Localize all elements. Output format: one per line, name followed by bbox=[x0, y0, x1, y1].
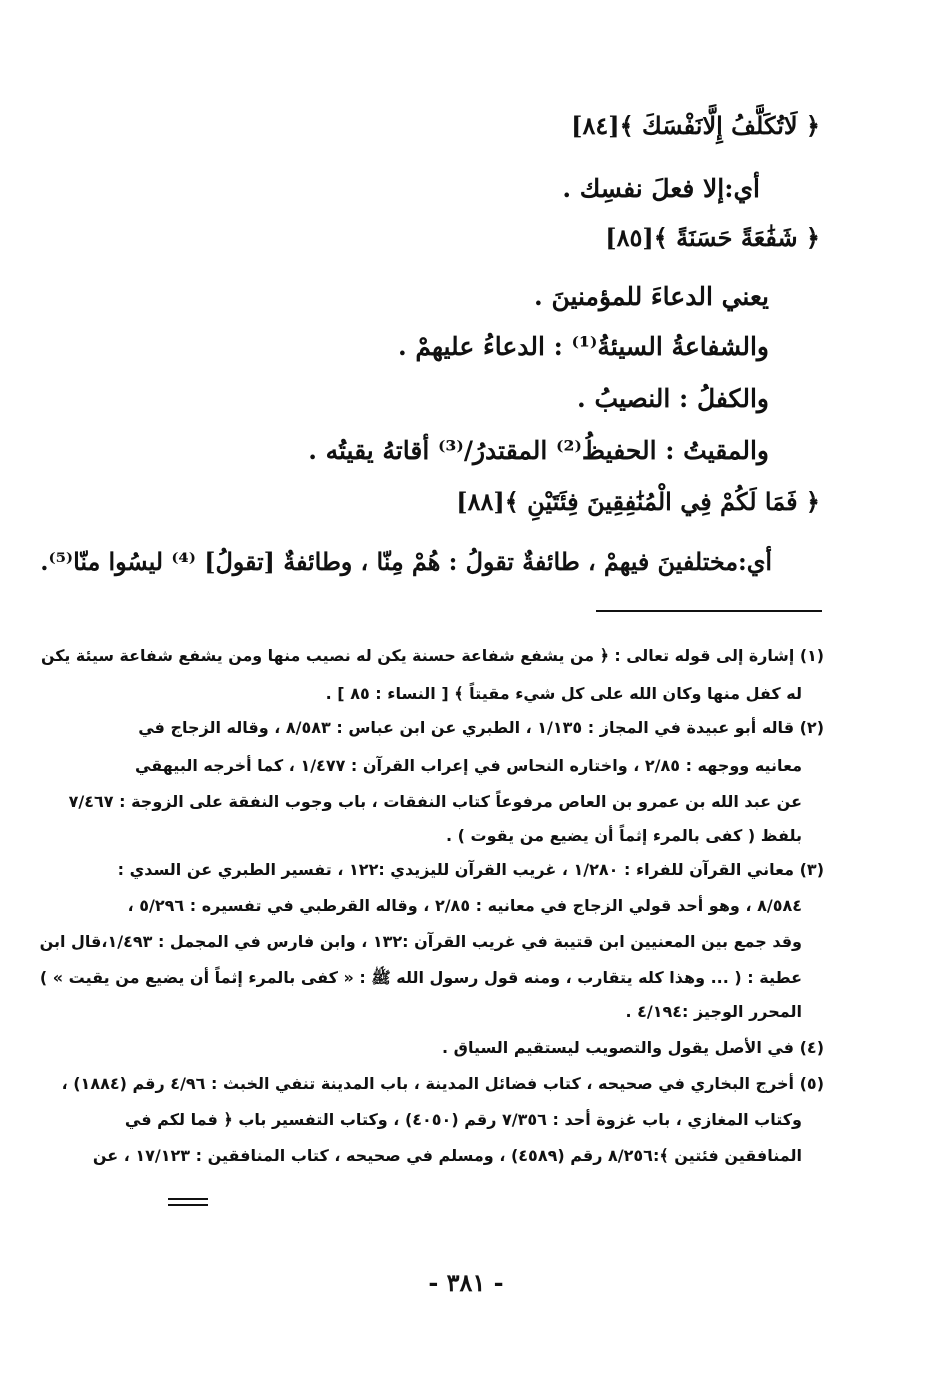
footnote-2-line-1: (٢) قاله أبو عبيدة في المجاز : ١/١٣٥ ، الطبري عن ابن عباس : ٨/٥٨٣ ، وقاله الزجاج في bbox=[138, 718, 824, 737]
footnote-divider bbox=[596, 610, 822, 612]
footnote-4: (٤) في الأصل يقول والتصويب ليستقيم السياق . bbox=[442, 1038, 824, 1057]
explanation-85: يعني الدعاءَ للمؤمنينَ . bbox=[534, 282, 769, 311]
explanation-84: أي:إلا فعلَ نفسِك . bbox=[562, 174, 760, 203]
continuation-mark-bottom bbox=[168, 1204, 208, 1206]
explanation-shafaa: والشفاعةُ السيئةُ⁽¹⁾ : الدعاءُ عليهمْ . bbox=[397, 332, 769, 361]
footnote-3-line-5: المحرر الوجيز :٤/١٩٤ . bbox=[625, 1002, 802, 1021]
verse-88: ﴿ فَمَا لَكُمْ فِي الْمُنَٰفِقِينَ فِئَتَيْنِ ﴾[٨٨] bbox=[456, 487, 820, 516]
verse-84: ﴿ لَاتُكَلَّفُ إِلَّانَفْسَكَ ﴾[٨٤] bbox=[571, 111, 820, 140]
footnote-3-line-4: عطية : ( ... وهذا كله يتقارب ، ومنه قول رسول الله ﷺ : « كفى بالمرء إثماً أن يضيع من يقيت » ) bbox=[39, 968, 802, 987]
footnote-1-line-1: (١) إشارة إلى قوله تعالى : ﴿ من يشفع شفاعة حسنة يكن له نصيب منها ومن يشفع شفاعة سيئة يكن bbox=[40, 646, 824, 665]
footnote-2-line-3: عن عبد الله بن عمرو بن العاص مرفوعاً كتاب النفقات ، باب وجوب النفقة على الزوجة : ٧/٤٦٧ bbox=[68, 792, 802, 811]
verse-85: ﴿ شَفَٰعَةً حَسَنَةً ﴾[٨٥] bbox=[605, 223, 820, 252]
footnote-2-line-4: بلفظ ( كفى بالمرء إثماً أن يضيع من يقوت ) . bbox=[445, 826, 802, 845]
footnote-3-line-3: وقد جمع بين المعنيين ابن قتيبة في غريب القرآن :١٣٢ ، وابن فارس في المجمل : ١/٤٩٣،قال ابن bbox=[39, 932, 802, 951]
page-number: - ٣٨١ - bbox=[428, 1268, 504, 1297]
footnote-2-line-2: معانيه ووجهه : ٢/٨٥ ، واختاره النحاس في إعراب القرآن : ١/٤٧٧ ، كما أخرجه البيهقي bbox=[135, 756, 802, 775]
footnote-5-line-1: (٥) أخرج البخاري في صحيحه ، كتاب فضائل المدينة ، باب المدينة تنفي الخبث : ٤/٩٦ رقم (١٨٨٤) ، bbox=[61, 1074, 824, 1093]
explanation-kifl: والكفلُ : النصيبُ . bbox=[577, 384, 769, 413]
footnote-5-line-2: وكتاب المغازي ، باب غزوة أحد : ٧/٣٥٦ رقم (٤٠٥٠) ، وكتاب التفسير باب ﴿ فما لكم في bbox=[124, 1110, 802, 1129]
explanation-88: أي:مختلفينَ فيهمْ ، طائفةٌ تقولُ : هُمْ مِنّا ، وطائفةٌ [تقولُ] ⁽⁴⁾ ليسُوا منّا⁽⁵⁾. bbox=[40, 548, 772, 576]
footnote-5-line-3: المنافقين فئتين ﴾:٨/٢٥٦ رقم (٤٥٨٩) ، ومسلم في صحيحه ، كتاب المنافقين : ١٧/١٢٣ ، عن bbox=[92, 1146, 802, 1165]
footnote-3-line-1: (٣) معاني القرآن للفراء : ١/٢٨٠ ، غريب القرآن لليزيدي :١٢٢ ، تفسير الطبري عن السدي : bbox=[117, 860, 824, 879]
continuation-mark-top bbox=[168, 1198, 208, 1200]
footnote-3-line-2: ٨/٥٨٤ ، وهو أحد قولي الزجاج في معانيه : ٢/٨٥ ، وقاله القرطبي في تفسيره : ٥/٢٩٦ ، bbox=[127, 896, 802, 915]
explanation-muqit: والمقيتُ : الحفيظُ⁽²⁾ المقتدرُ/⁽³⁾ أقاتهُ يقيتُه . bbox=[308, 436, 769, 465]
footnote-1-line-2: له كفل منها وكان الله على كل شيء مقيتاً ﴾ [ النساء : ٨٥ ] . bbox=[325, 684, 802, 703]
